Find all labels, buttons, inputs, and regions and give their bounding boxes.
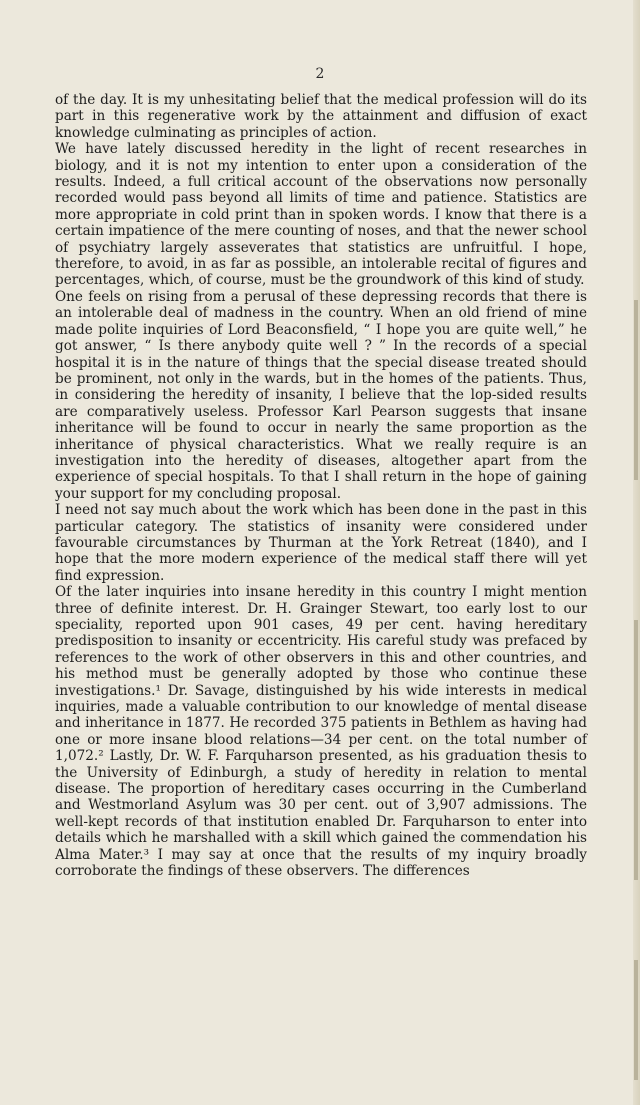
paragraph-2: We have lately discussed heredity in the light of recent researches in biology, and it is not my intention to enter upon a consideration of the results. Indeed, a full critical account of the observations now personally recorded would pass beyond all limits of time and patience. Statistics are more appropriate in cold print than in spoken words. I know that there is a certain impatience of the mere counting of noses, and that the newer school of psychiatry largely asseverates that statistics are unfruitful. I hope, therefore, to avoid, in as far as possible, an intolerable recital of figures and percentages, which, of course, must be the groundwork of this kind of study. (55, 141, 587, 289)
page-edge-shadow (634, 300, 638, 480)
page-edge-shadow (634, 960, 638, 1080)
paragraph-4: I need not say much about the work which has been done in the past in this particular category. The statistics of insanity were considered under favourable circumstances by Thurman at the York Retreat (1840), and I hope that the more modern experience of the medical staff there will yet find expression. (55, 502, 587, 584)
paragraph-3: One feels on rising from a perusal of these depressing records that there is an intolerable deal of madness in the country. When an old friend of mine made polite inquiries of Lord Beaconsfield, “ I hope you are quite well,” he got answer, “ Is there anybody quite well ? ” In the records of a special hospital it is in the nature of things that the special disease treated should be prominent, not only in the wards, but in the homes of the patients. Thus, in considering the heredity of insanity, I believe that the lop-sided results are comparatively useless. Professor Karl Pearson suggests that insane inheritance will be found to occur in nearly the same proportion as the inheritance of physical characteristics. What we really require is an investigation into the heredity of diseases, altogether apart from the experience of special hospitals. To that I shall return in the hope of gaining your support for my concluding proposal. (55, 288, 587, 502)
body-text (55, 92, 587, 880)
page-number: 2 (315, 66, 325, 82)
paragraph-5: Of the later inquiries into insane heredity in this country I might mention three of definite interest. Dr. H. Grainger Stewart, too early lost to our speciality, reported upon 901 cases, 49 per cent. having hereditary predisposition to insanity or eccentricity. His careful study was prefaced by references to the work of other observers in this and other countries, and his method must be generally adopted by those who continue these investigations.¹ Dr. Savage, distinguished by his wide interests in medical inquiries, made a valuable contribution to our knowledge of mental disease and inheritance in 1877. He recorded 375 patients in Bethlem as having had one or more insane blood relations—34 per cent. on the total number of 1,072.² Lastly, Dr. W. F. Farquharson presented, as his graduation thesis to the University of Edinburgh, a study of heredity in relation to mental disease. The proportion of hereditary cases occurring in the Cumberland and Westmorland Asylum was 30 per cent. out of 3,907 admissions. The well-kept records of that institution enabled Dr. Farquharson to enter into details which he marshalled with a skill which gained the commendation his Alma Mater.³ I may say at once that the results of my inquiry broadly corroborate the findings of these observers. The differences (55, 584, 587, 880)
paragraph-1: of the day. It is my unhesitating belief that the medical profession will do its part in this regenerative work by the attainment and diffusion of exact knowledge culminating as principles of action. (55, 92, 587, 141)
page-edge-shadow (634, 620, 638, 880)
page-edge (633, 0, 640, 1105)
